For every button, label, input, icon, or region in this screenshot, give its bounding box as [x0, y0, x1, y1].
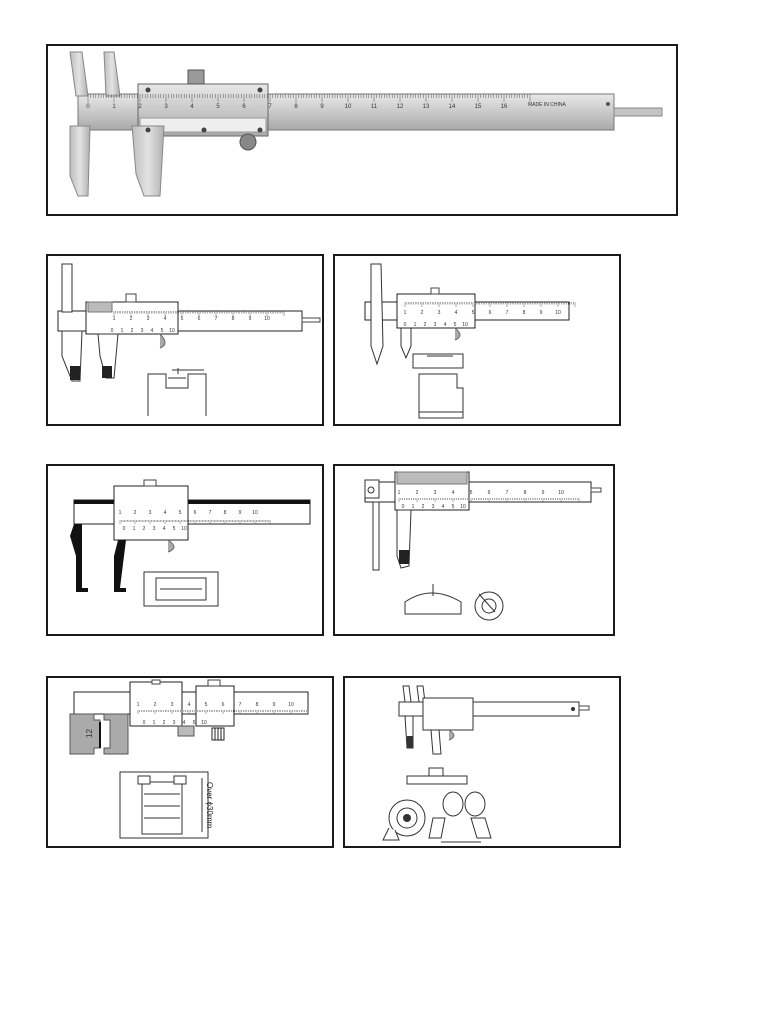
main-scale-label: 12 — [396, 104, 404, 110]
main-scale-label: 8 — [522, 310, 526, 316]
main-scale-label: 10 — [264, 316, 270, 322]
vernier-scale-label: 2 — [423, 322, 427, 328]
main-scale-label: 4 — [454, 310, 458, 316]
main-scale-label: 7 — [268, 104, 272, 110]
step-measure-illustration — [48, 678, 332, 846]
inside-measure-illustration — [48, 466, 322, 634]
main-scale-label: 3 — [170, 702, 174, 708]
vernier-scale-label: 0 — [122, 526, 126, 532]
main-scale-label: 6 — [193, 510, 197, 516]
main-scale-label: 0 — [86, 104, 90, 110]
outside-measure-panel — [46, 254, 324, 426]
main-scale-label: 4 — [451, 490, 455, 496]
main-scale-label: 9 — [539, 310, 543, 316]
main-scale-label: 5 — [178, 510, 182, 516]
main-scale-label: 8 — [255, 702, 259, 708]
main-scale-label: 1 — [112, 104, 116, 110]
main-scale-label: 3 — [148, 510, 152, 516]
main-scale-label: 5 — [216, 104, 220, 110]
main-scale-label: 7 — [238, 702, 242, 708]
main-scale-label: 3 — [164, 104, 168, 110]
step-measure-panel — [46, 676, 334, 848]
main-scale-label: 15 — [474, 104, 482, 110]
main-scale-label: 10 — [288, 702, 294, 708]
main-scale-label: 16 — [500, 104, 508, 110]
vernier-scale-label: 4 — [162, 526, 166, 532]
vernier-scale-label: 2 — [142, 526, 146, 532]
main-scale-label: 10 — [252, 510, 258, 516]
main-scale-label: 4 — [187, 702, 191, 708]
vernier-scale-label: 0 — [110, 328, 114, 334]
depth-measure-illustration — [335, 466, 613, 634]
vernier-scale-label: 4 — [182, 720, 186, 726]
vernier-scale-label: 0 — [142, 720, 146, 726]
main-scale-label: 5 — [180, 316, 184, 322]
main-scale-label: 7 — [505, 310, 509, 316]
main-scale-label: 4 — [163, 510, 167, 516]
main-scale-label: 6 — [487, 490, 491, 496]
main-scale-label: 1 — [118, 510, 122, 516]
vernier-scale-label: 10 — [169, 328, 175, 334]
main-scale-label: 10 — [558, 490, 564, 496]
caliper-photo-panel — [46, 44, 678, 216]
inside-jaw-panel — [333, 254, 621, 426]
vernier-scale-label: 2 — [162, 720, 166, 726]
vernier-scale-label: 4 — [443, 322, 447, 328]
dimension-label: 12 — [85, 729, 94, 738]
main-scale-label: 9 — [248, 316, 252, 322]
main-scale-label: 3 — [146, 316, 150, 322]
main-scale-label: 9 — [272, 702, 276, 708]
vernier-scale-label: 1 — [413, 322, 417, 328]
main-scale-label: 8 — [523, 490, 527, 496]
main-scale-label: 6 — [197, 316, 201, 322]
main-scale-label: 2 — [129, 316, 133, 322]
main-scale-label: 7 — [505, 490, 509, 496]
inside-jaw-illustration — [335, 256, 619, 424]
main-scale-label: 10 — [344, 104, 352, 110]
main-scale-label: 5 — [204, 702, 208, 708]
small-caliper-illustration — [345, 678, 619, 846]
vernier-scale-label: 3 — [152, 526, 156, 532]
vernier-scale-label: 2 — [130, 328, 134, 334]
vernier-scale-label: 5 — [172, 526, 176, 532]
made-in-label: MADE IN CHINA — [528, 102, 566, 108]
vernier-scale-label: 0 — [401, 504, 405, 510]
main-scale-label: 8 — [294, 104, 298, 110]
main-scale-label: 7 — [214, 316, 218, 322]
caliper-photo-illustration — [48, 46, 676, 214]
vernier-scale-label: 4 — [150, 328, 154, 334]
small-caliper-panel — [343, 676, 621, 848]
main-scale-label: 2 — [415, 490, 419, 496]
main-scale-label: 1 — [136, 702, 140, 708]
main-scale-label: 2 — [420, 310, 424, 316]
vernier-scale-label: 10 — [460, 504, 466, 510]
main-scale-label: 1 — [397, 490, 401, 496]
outside-measure-illustration — [48, 256, 322, 424]
main-scale-label: 1 — [112, 316, 116, 322]
vernier-scale-label: 1 — [152, 720, 156, 726]
vernier-scale-label: 1 — [120, 328, 124, 334]
main-scale-label: 9 — [541, 490, 545, 496]
main-scale-label: 3 — [437, 310, 441, 316]
main-scale-label: 2 — [138, 104, 142, 110]
over-30mm-label: Over ϕ30mm — [205, 782, 214, 829]
vernier-scale-label: 5 — [453, 322, 457, 328]
main-scale-label: 2 — [133, 510, 137, 516]
main-scale-label: 7 — [208, 510, 212, 516]
main-scale-label: 8 — [223, 510, 227, 516]
vernier-scale-label: 3 — [431, 504, 435, 510]
main-scale-label: 6 — [221, 702, 225, 708]
main-scale-label: 5 — [471, 310, 475, 316]
vernier-scale-label: 3 — [433, 322, 437, 328]
vernier-scale-label: 4 — [441, 504, 445, 510]
main-scale-label: 8 — [231, 316, 235, 322]
main-scale-label: 9 — [320, 104, 324, 110]
main-scale-label: 6 — [242, 104, 246, 110]
main-scale-label: 10 — [555, 310, 561, 316]
main-scale-label: 13 — [422, 104, 430, 110]
main-scale-label: 9 — [238, 510, 242, 516]
main-scale-label: 4 — [190, 104, 194, 110]
depth-measure-panel — [333, 464, 615, 636]
vernier-scale-label: 10 — [181, 526, 187, 532]
vernier-scale-label: 2 — [421, 504, 425, 510]
main-scale-label: 6 — [488, 310, 492, 316]
main-scale-label: 4 — [163, 316, 167, 322]
main-scale-label: 5 — [469, 490, 473, 496]
vernier-scale-label: 1 — [132, 526, 136, 532]
vernier-scale-label: 0 — [403, 322, 407, 328]
main-scale-label: 14 — [448, 104, 456, 110]
main-scale-label: 11 — [370, 104, 378, 110]
vernier-scale-label: 3 — [172, 720, 176, 726]
main-scale-label: 2 — [153, 702, 157, 708]
inside-measure-panel — [46, 464, 324, 636]
vernier-scale-label: 5 — [160, 328, 164, 334]
vernier-scale-label: 10 — [201, 720, 207, 726]
vernier-scale-label: 5 — [451, 504, 455, 510]
vernier-scale-label: 10 — [462, 322, 468, 328]
vernier-scale-label: 5 — [192, 720, 196, 726]
main-scale-label: 1 — [403, 310, 407, 316]
main-scale-label: 3 — [433, 490, 437, 496]
vernier-scale-label: 1 — [411, 504, 415, 510]
vernier-scale-label: 3 — [140, 328, 144, 334]
